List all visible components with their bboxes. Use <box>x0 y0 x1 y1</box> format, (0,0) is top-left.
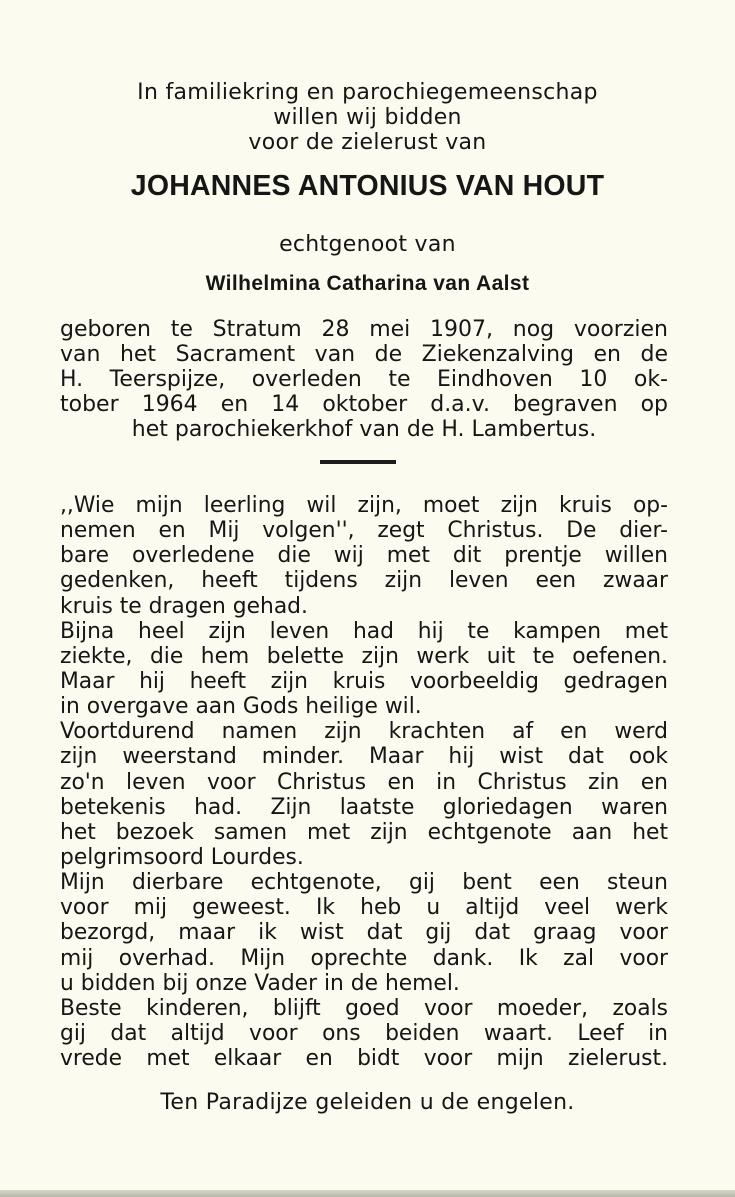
body-line: zijn weerstand minder. Maar hij wist dat ook <box>60 744 668 770</box>
intro-line: voor de zielerust van <box>248 130 487 155</box>
body-line: ziekte, die hem belette zijn werk uit te oefenen. <box>60 643 668 669</box>
body-line: ,,Wie mijn leerling wil zijn, moet zijn kruis op- <box>60 493 668 518</box>
body-line: vrede met elkaar en bidt voor mijn zielerust. <box>60 1046 668 1072</box>
bio-line: geboren te Stratum 28 mei 1907, nog voorzien <box>60 317 668 342</box>
spouse-label: echtgenoot van <box>279 232 456 257</box>
body-line: u bidden bij onze Vader in de hemel. <box>60 970 460 996</box>
body-line: Mijn dierbare echtgenote, gij bent een steun <box>60 870 668 896</box>
body-line: bezorgd, maar ik wist dat gij dat graag voor <box>60 920 668 946</box>
body-line: betekenis had. Zijn laatste gloriedagen waren <box>60 794 668 820</box>
deceased-name: JOHANNES ANTONIUS VAN HOUT <box>130 170 605 202</box>
body-line: kruis te dragen gehad. <box>60 593 308 619</box>
bio-line: het parochiekerkhof van de H. Lambertus. <box>131 417 597 442</box>
body-line: nemen en Mij volgen'', zegt Christus. De dier- <box>60 518 668 544</box>
body-line: in overgave aan Gods heilige wil. <box>60 694 422 720</box>
body-line: gij dat altijd voor ons beiden waart. Leef in <box>60 1020 668 1046</box>
card-bottom-edge <box>0 1190 735 1197</box>
body-line: het bezoek samen met zijn echtgenote aan het <box>60 819 668 845</box>
intro-line: In familiekring en parochiegemeenschap <box>137 80 598 105</box>
memorial-text <box>60 493 668 1071</box>
divider <box>320 460 396 464</box>
body-line: Voortdurend namen zijn krachten af en werd <box>60 719 668 745</box>
bio-line: tober 1964 en 14 oktober d.a.v. begraven op <box>60 392 668 417</box>
body-line: bare overledene die wij met dit prentje willen <box>60 543 668 569</box>
biography <box>60 317 668 442</box>
body-line: Beste kinderen, blijft goed voor moeder, zoals <box>60 995 668 1021</box>
intro-text <box>0 80 735 155</box>
body-line: Bijna heel zijn leven had hij te kampen met <box>60 618 668 644</box>
spouse-name: Wilhelmina Catharina van Aalst <box>205 272 530 295</box>
bio-line: H. Teerspijze, overleden te Eindhoven 10 ok- <box>60 367 668 392</box>
bio-line: van het Sacrament van de Ziekenzalving en de <box>60 342 668 367</box>
body-line: pelgrimsoord Lourdes. <box>60 844 304 870</box>
closing-line: Ten Paradijze geleiden u de engelen. <box>160 1090 575 1115</box>
intro-line: willen wij bidden <box>273 105 462 130</box>
body-line: voor mij geweest. Ik heb u altijd veel werk <box>60 895 668 921</box>
body-line: zo'n leven voor Christus en in Christus zin en <box>60 769 668 795</box>
body-line: Maar hij heeft zijn kruis voorbeeldig gedragen <box>60 668 668 694</box>
body-line: mij overhad. Mijn oprechte dank. Ik zal voor <box>60 945 668 971</box>
body-line: gedenken, heeft tijdens zijn leven een zwaar <box>60 568 668 594</box>
